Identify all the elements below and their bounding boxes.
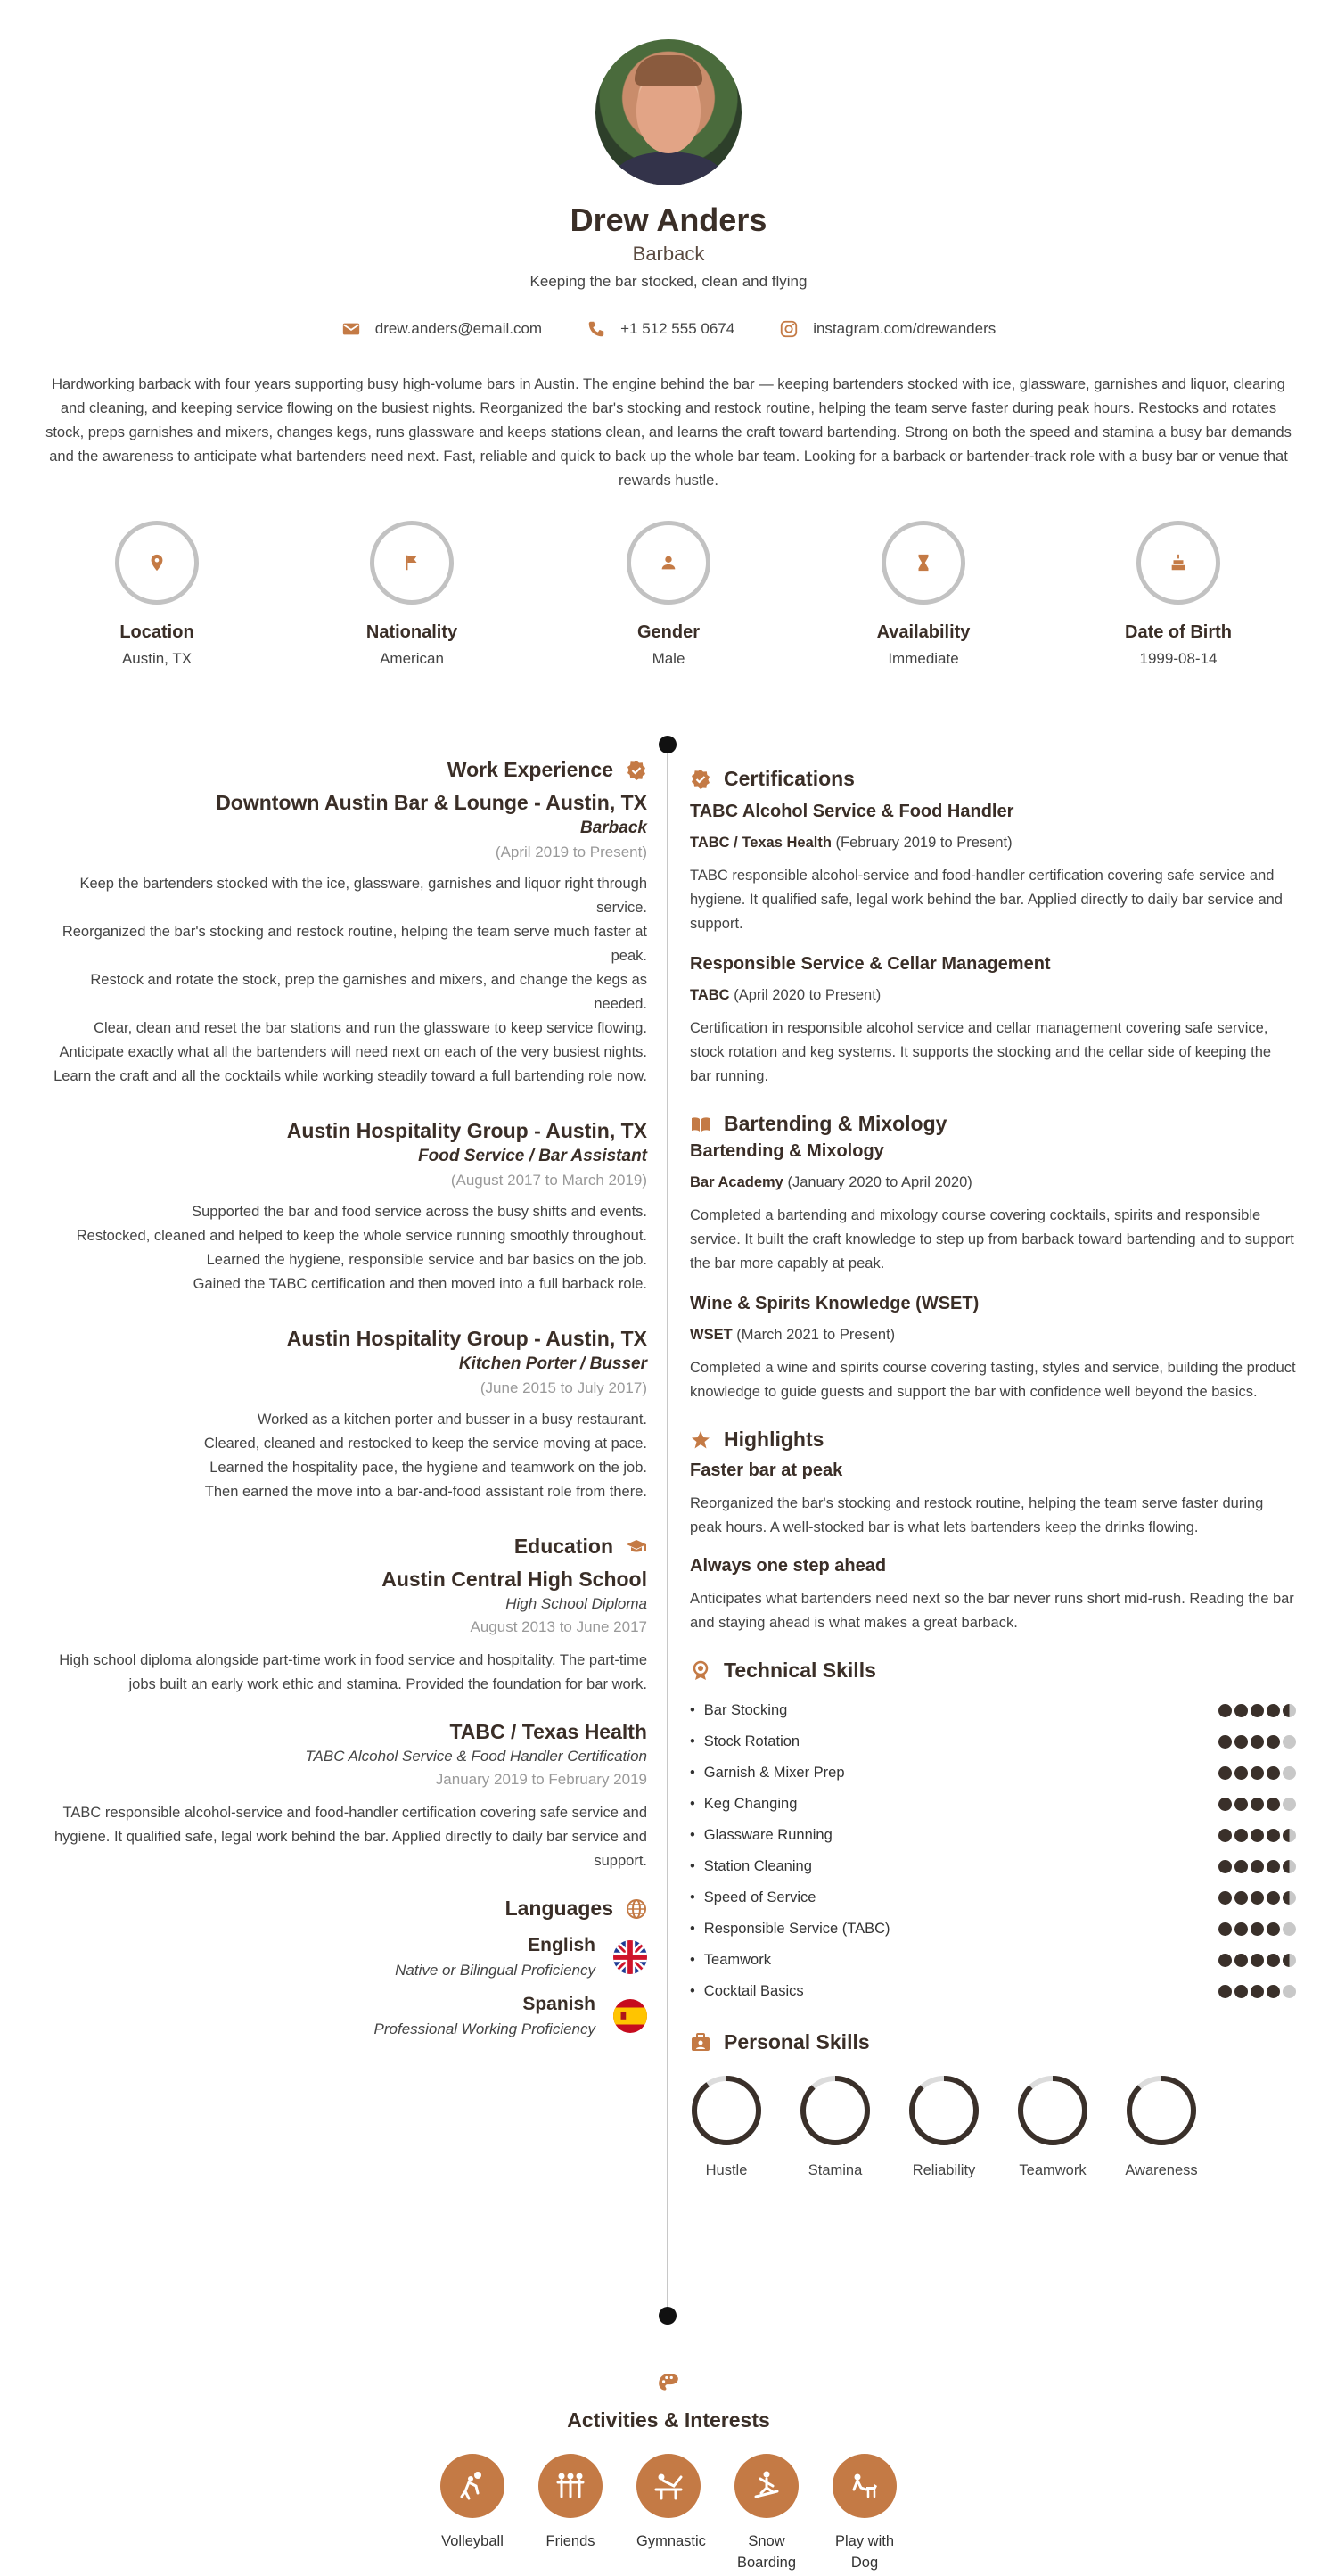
candidate-tagline: Keeping the bar stocked, clean and flying	[529, 273, 808, 290]
skill-ring	[799, 2074, 872, 2147]
activity-friends	[538, 2454, 603, 2573]
job-duty: Restock and rotate the stock, prep the garnishes and mixers, and change the kegs as needed.	[90, 972, 647, 1012]
rating-dot	[1267, 1766, 1280, 1780]
activity-label: Play with Dog	[834, 2533, 895, 2571]
skill-name: • Responsible Service (TABC)	[690, 1921, 890, 1938]
course-entry	[690, 1294, 1296, 1404]
language-name: English	[528, 1935, 595, 1955]
fact-label: Date of Birth	[1125, 622, 1232, 642]
personal-skill	[907, 2074, 980, 2179]
rating-dot	[1267, 1829, 1280, 1842]
activity-snowboarding	[734, 2454, 799, 2573]
rating-dot	[1283, 1798, 1296, 1811]
education-dates: August 2013 to June 2017	[470, 1618, 647, 1635]
fact-label: Nationality	[365, 622, 458, 642]
open-book-icon	[690, 1114, 711, 1135]
contact-row	[0, 319, 1337, 339]
instagram-text[interactable]: instagram.com/drewanders	[813, 320, 997, 337]
rating-dot	[1234, 1860, 1248, 1873]
email-icon	[341, 319, 361, 339]
rating-dot	[1267, 1860, 1280, 1873]
certification-entry	[690, 802, 1296, 936]
timeline-dot-top	[659, 736, 677, 753]
job-duty: Anticipate exactly what all the bartenders will need next on each of the very busiest nights.	[59, 1044, 647, 1060]
course-name: Bartending & Mixology	[690, 1141, 884, 1161]
language-entry	[41, 1935, 647, 1979]
job-dates: (June 2015 to July 2017)	[480, 1379, 647, 1396]
timeline-dot-bottom	[659, 2307, 677, 2325]
rating-dot	[1283, 1954, 1296, 1967]
certification-name: Responsible Service & Cellar Management	[690, 954, 1051, 974]
education-school: Austin Central High School	[381, 1568, 647, 1591]
technical-skill	[690, 1945, 1296, 1976]
education-heading: Education	[41, 1535, 647, 1559]
fact-value: American	[380, 650, 444, 667]
rating-dot	[1251, 1954, 1264, 1967]
star-icon	[690, 1429, 711, 1451]
uk-flag-icon	[613, 1940, 647, 1974]
highlight-title: Always one step ahead	[690, 1556, 887, 1576]
gymnastic-icon	[651, 2468, 686, 2504]
rating-dot	[1234, 1985, 1248, 1998]
job-entry	[41, 1119, 647, 1296]
job-duty: Gained the TABC certification and then moved into a full barback role.	[193, 1276, 647, 1292]
skill-name: Reliability	[912, 2162, 976, 2178]
skill-ring-fill	[912, 2078, 976, 2143]
job-role: Kitchen Porter / Busser	[458, 1354, 647, 1373]
certifications-heading: Certifications	[690, 767, 1296, 791]
rating-dot	[1234, 1704, 1248, 1717]
rating-dot	[1267, 1798, 1280, 1811]
personal-facts	[0, 521, 1337, 681]
activities-list	[0, 2454, 1337, 2573]
skill-ring-fill	[1129, 2078, 1193, 2143]
rating-dot	[1251, 1735, 1264, 1749]
rating-dot	[1283, 1735, 1296, 1749]
rating-dot	[1251, 1829, 1264, 1842]
volleyball-icon	[455, 2468, 490, 2504]
rating-dot	[1283, 1704, 1296, 1717]
friends-icon	[553, 2468, 588, 2504]
education-description: TABC responsible alcohol-service and food-handler certification covering safe service and hygiene. It qualified safe, legal work behind the bar. Applied directly to daily bar service and support.	[54, 1805, 647, 1869]
highlights-heading: Highlights	[690, 1428, 1296, 1452]
job-dates: (April 2019 to Present)	[495, 844, 647, 860]
education-description: High school diploma alongside part-time work in food service and hospitality. The part-time jobs built an early work ethic and stamina. Provided the foundation for bar work.	[59, 1652, 647, 1692]
rating-dot	[1234, 1735, 1248, 1749]
fact-nationality	[323, 521, 501, 668]
award-icon	[690, 1660, 711, 1682]
rating-dot	[1218, 1922, 1232, 1936]
skill-rating	[1218, 1704, 1296, 1717]
highlight-description: Anticipates what bartenders need next so the bar never runs short mid-rush. Reading the bar and staying ahead is what makes a great barback.	[690, 1591, 1294, 1631]
skill-rating	[1218, 1922, 1296, 1936]
email-contact[interactable]	[341, 319, 542, 339]
skill-name: Awareness	[1125, 2162, 1198, 2178]
job-entry	[41, 791, 647, 1089]
briefcase-user-icon	[690, 2032, 711, 2053]
profile-summary: Hardworking barback with four years supporting busy high-volume bars in Austin. The engine behind the bar — keeping bartenders stocked with ice, glassware, garnishes and liquor, clearing and cleaning, and keeping service flowing on the busiest nights. Reorganized the bar's stocking and restock routine, helping the team serve faster during peak hours. Restocks and rotates stock, preps garnishes and mixers, changes kegs, runs glassware and keeps stations clean, and learns the craft toward bartending. Strong on both the speed and stamina a busy bar demands and the awareness to anticipate what bartenders need next. Fast, reliable and quick to back up the whole bar team. Looking for a barback or bartender-track role with a busy bar or venue that rewards hustle.	[45, 376, 1292, 489]
rating-dot	[1251, 1922, 1264, 1936]
map-pin-icon	[147, 553, 167, 572]
skill-ring-fill	[803, 2078, 867, 2143]
rating-dot	[1234, 1766, 1248, 1780]
skill-name: Hustle	[705, 2162, 748, 2178]
education-entry	[41, 1720, 647, 1873]
highlight-entry	[690, 1461, 1296, 1540]
right-column	[690, 758, 1296, 2179]
skill-name: • Speed of Service	[690, 1889, 816, 1906]
education-school: TABC / Texas Health	[449, 1720, 647, 1743]
job-organization: Austin Hospitality Group - Austin, TX	[286, 1327, 647, 1350]
skill-name: • Garnish & Mixer Prep	[690, 1765, 845, 1782]
rating-dot	[1218, 1985, 1232, 1998]
skill-ring	[1016, 2074, 1089, 2147]
job-duty: Learned the hygiene, responsible service and bar basics on the job.	[206, 1252, 647, 1268]
rating-dot	[1218, 1735, 1232, 1749]
instagram-contact[interactable]	[779, 319, 996, 339]
job-duty: Reorganized the bar's stocking and restock routine, helping the team serve much faster at peak.	[62, 924, 647, 964]
job-duty: Keep the bartenders stocked with the ice, glassware, garnishes and liquor right through service.	[79, 876, 647, 916]
personal-skill	[1016, 2074, 1089, 2179]
education-dates: January 2019 to February 2019	[435, 1771, 647, 1788]
technical-skill	[690, 1726, 1296, 1757]
personal-skill	[799, 2074, 872, 2179]
personal-skills-heading: Personal Skills	[690, 2030, 1296, 2054]
skill-rating	[1218, 1735, 1296, 1749]
rating-dot	[1283, 1860, 1296, 1873]
rating-dot	[1218, 1954, 1232, 1967]
rating-dot	[1267, 1985, 1280, 1998]
cake-icon	[1169, 553, 1188, 572]
technical-skill	[690, 1789, 1296, 1820]
technical-skill	[690, 1913, 1296, 1945]
fact-value: Immediate	[888, 650, 959, 667]
activity-volleyball	[440, 2454, 504, 2573]
activity-play-with-dog	[833, 2454, 897, 2573]
certification-description: TABC responsible alcohol-service and food-handler certification covering safe service and hygiene. It qualified safe, legal work behind the bar. Applied directly to daily bar service and support.	[690, 868, 1283, 932]
skill-name: • Stock Rotation	[690, 1733, 800, 1750]
fact-date-of-birth	[1089, 521, 1267, 668]
personal-skill-list	[690, 2074, 1296, 2179]
flag-icon	[402, 553, 422, 572]
technical-skill	[690, 1882, 1296, 1913]
skill-ring-fill	[1021, 2078, 1085, 2143]
profile-photo	[595, 39, 742, 185]
skill-name: Stamina	[808, 2162, 863, 2178]
rating-dot	[1283, 1985, 1296, 1998]
job-duties	[41, 1200, 647, 1296]
technical-skill	[690, 1976, 1296, 2007]
rating-dot	[1283, 1829, 1296, 1842]
rating-dot	[1234, 1954, 1248, 1967]
hourglass-icon	[914, 553, 933, 572]
skill-name: • Glassware Running	[690, 1827, 833, 1844]
skill-name: • Station Cleaning	[690, 1858, 812, 1875]
activities-section	[0, 2372, 1337, 2573]
rating-dot	[1218, 1860, 1232, 1873]
email-text[interactable]: drew.anders@email.com	[374, 320, 543, 337]
skill-name: • Keg Changing	[690, 1796, 797, 1813]
job-organization: Austin Hospitality Group - Austin, TX	[286, 1119, 647, 1142]
skill-name: • Teamwork	[690, 1952, 771, 1969]
skill-ring	[907, 2074, 980, 2147]
fact-value: 1999-08-14	[1139, 650, 1218, 667]
activities-heading: Activities & Interests	[567, 2408, 770, 2432]
education-entry	[41, 1568, 647, 1697]
rating-dot	[1251, 1860, 1264, 1873]
spain-flag-icon	[613, 1999, 647, 2033]
highlight-entry	[690, 1556, 1296, 1635]
course-name: Wine & Spirits Knowledge (WSET)	[690, 1294, 980, 1313]
course-description: Completed a bartending and mixology course covering cocktails, spirits and responsible service. It built the craft knowledge to step up from barback toward bartending and to support the bar more capably at peak.	[690, 1207, 1294, 1272]
job-duty: Cleared, cleaned and restocked to keep the service moving at pace.	[203, 1436, 647, 1452]
job-dates: (August 2017 to March 2019)	[450, 1172, 647, 1189]
certification-issuer: TABC (April 2020 to Present)	[690, 987, 882, 1003]
fact-gender	[579, 521, 758, 668]
rating-dot	[1283, 1766, 1296, 1780]
course-issuer: Bar Academy (January 2020 to April 2020)	[690, 1174, 972, 1190]
technical-skills-heading: Technical Skills	[690, 1658, 1296, 1683]
job-duty: Then earned the move into a bar-and-food assistant role from there.	[204, 1484, 647, 1500]
job-duties	[41, 872, 647, 1089]
rating-dot	[1283, 1922, 1296, 1936]
rating-dot	[1283, 1891, 1296, 1905]
rating-dot	[1251, 1704, 1264, 1717]
rating-dot	[1267, 1891, 1280, 1905]
skill-rating	[1218, 1860, 1296, 1873]
languages-heading: Languages	[41, 1897, 647, 1921]
fact-label: Location	[119, 622, 194, 642]
language-level: Native or Bilingual Proficiency	[395, 1962, 595, 1979]
rating-dot	[1251, 1891, 1264, 1905]
skill-rating	[1218, 1954, 1296, 1967]
skill-rating	[1218, 1891, 1296, 1905]
left-column	[41, 758, 647, 2038]
rating-dot	[1218, 1891, 1232, 1905]
education-degree: High School Diploma	[505, 1595, 647, 1612]
fact-availability	[834, 521, 1013, 668]
fact-label: Gender	[636, 622, 701, 642]
activity-label: Snow Boarding	[736, 2533, 797, 2571]
badge-check-icon	[690, 769, 711, 790]
badge-check-icon	[626, 760, 647, 781]
job-duty: Restocked, cleaned and helped to keep the whole service running smoothly throughout.	[76, 1228, 647, 1244]
education-degree: TABC Alcohol Service & Food Handler Certification	[305, 1748, 647, 1765]
job-role: Food Service / Bar Assistant	[418, 1147, 647, 1165]
job-duty: Worked as a kitchen porter and busser in a busy restaurant.	[257, 1411, 647, 1428]
dog-icon	[847, 2468, 882, 2504]
skill-name: Teamwork	[1019, 2162, 1087, 2178]
activity-label: Gymnastic	[636, 2533, 706, 2549]
candidate-name: Drew Anders	[570, 202, 767, 238]
course-entry	[690, 1141, 1296, 1276]
globe-icon	[626, 1898, 647, 1920]
technical-skill	[690, 1695, 1296, 1726]
courses-heading: Bartending & Mixology	[690, 1112, 1296, 1136]
job-duty: Learn the craft and all the cocktails while working steadily toward a full bartending role now.	[53, 1068, 647, 1084]
activity-label: Friends	[545, 2533, 595, 2549]
fact-value: Male	[652, 650, 685, 667]
language-level: Professional Working Proficiency	[373, 2020, 595, 2037]
skill-ring	[1125, 2074, 1198, 2147]
skill-name: • Cocktail Basics	[690, 1983, 804, 2000]
rating-dot	[1218, 1766, 1232, 1780]
skill-rating	[1218, 1798, 1296, 1811]
technical-skill	[690, 1757, 1296, 1789]
rating-dot	[1218, 1798, 1232, 1811]
activity-gymnastic	[636, 2454, 706, 2573]
rating-dot	[1234, 1922, 1248, 1936]
job-duty: Clear, clean and reset the bar stations and run the glassware to keep service flowing.	[94, 1020, 647, 1036]
fact-label: Availability	[876, 622, 971, 642]
timeline-line	[667, 740, 668, 2317]
personal-skill	[1125, 2074, 1198, 2179]
rating-dot	[1267, 1922, 1280, 1936]
phone-text[interactable]: +1 512 555 0674	[620, 320, 735, 337]
snowboard-icon	[749, 2468, 784, 2504]
rating-dot	[1234, 1798, 1248, 1811]
language-name: Spanish	[522, 1994, 595, 2014]
highlight-description: Reorganized the bar's stocking and restock routine, helping the team serve faster during peak hours. A well-stocked bar is what lets bartenders keep the drinks flowing.	[690, 1495, 1264, 1535]
course-issuer: WSET (March 2021 to Present)	[690, 1327, 896, 1343]
skill-ring	[690, 2074, 763, 2147]
certification-issuer: TABC / Texas Health (February 2019 to Present)	[690, 835, 1013, 851]
technical-skill-list	[690, 1695, 1296, 2007]
job-duty: Supported the bar and food service across the busy shifts and events.	[192, 1204, 647, 1220]
certification-name: TABC Alcohol Service & Food Handler	[690, 802, 1014, 821]
rating-dot	[1267, 1954, 1280, 1967]
fact-value: Austin, TX	[121, 650, 193, 667]
candidate-title: Barback	[632, 243, 705, 265]
highlight-title: Faster bar at peak	[690, 1461, 843, 1480]
rating-dot	[1234, 1891, 1248, 1905]
rating-dot	[1251, 1798, 1264, 1811]
technical-skill	[690, 1820, 1296, 1851]
job-entry	[41, 1327, 647, 1504]
personal-skill	[690, 2074, 763, 2179]
rating-dot	[1251, 1985, 1264, 1998]
person-icon	[659, 553, 678, 572]
rating-dot	[1267, 1704, 1280, 1717]
job-organization: Downtown Austin Bar & Lounge - Austin, TX	[216, 791, 647, 814]
certification-entry	[690, 954, 1296, 1089]
job-duty: Learned the hospitality pace, the hygiene and teamwork on the job.	[209, 1460, 647, 1476]
rating-dot	[1267, 1735, 1280, 1749]
rating-dot	[1234, 1829, 1248, 1842]
fact-location	[68, 521, 246, 668]
resume-header	[0, 0, 1337, 695]
rating-dot	[1218, 1829, 1232, 1842]
job-role: Barback	[580, 819, 647, 837]
certification-description: Certification in responsible alcohol service and cellar management covering safe service, stock rotation and keg systems. It supports the stocking and the cellar side of keeping the bar running.	[690, 1020, 1272, 1084]
phone-contact[interactable]	[586, 319, 734, 339]
graduation-cap-icon	[626, 1536, 647, 1558]
rating-dot	[1251, 1766, 1264, 1780]
instagram-icon	[779, 319, 799, 339]
job-duties	[41, 1408, 647, 1504]
phone-icon	[586, 319, 606, 339]
skill-rating	[1218, 1766, 1296, 1780]
work-experience-heading: Work Experience	[41, 758, 647, 782]
activity-label: Volleyball	[441, 2533, 504, 2549]
skill-rating	[1218, 1985, 1296, 1998]
rating-dot	[1218, 1704, 1232, 1717]
skill-name: • Bar Stocking	[690, 1702, 787, 1719]
palette-icon	[657, 2372, 680, 2395]
course-description: Completed a wine and spirits course covering tasting, styles and service, building the product knowledge to guide guests and support the bar with confidence well beyond the basics.	[690, 1360, 1296, 1400]
skill-rating	[1218, 1829, 1296, 1842]
language-entry	[41, 1994, 647, 2038]
skill-ring-fill	[694, 2078, 759, 2143]
technical-skill	[690, 1851, 1296, 1882]
